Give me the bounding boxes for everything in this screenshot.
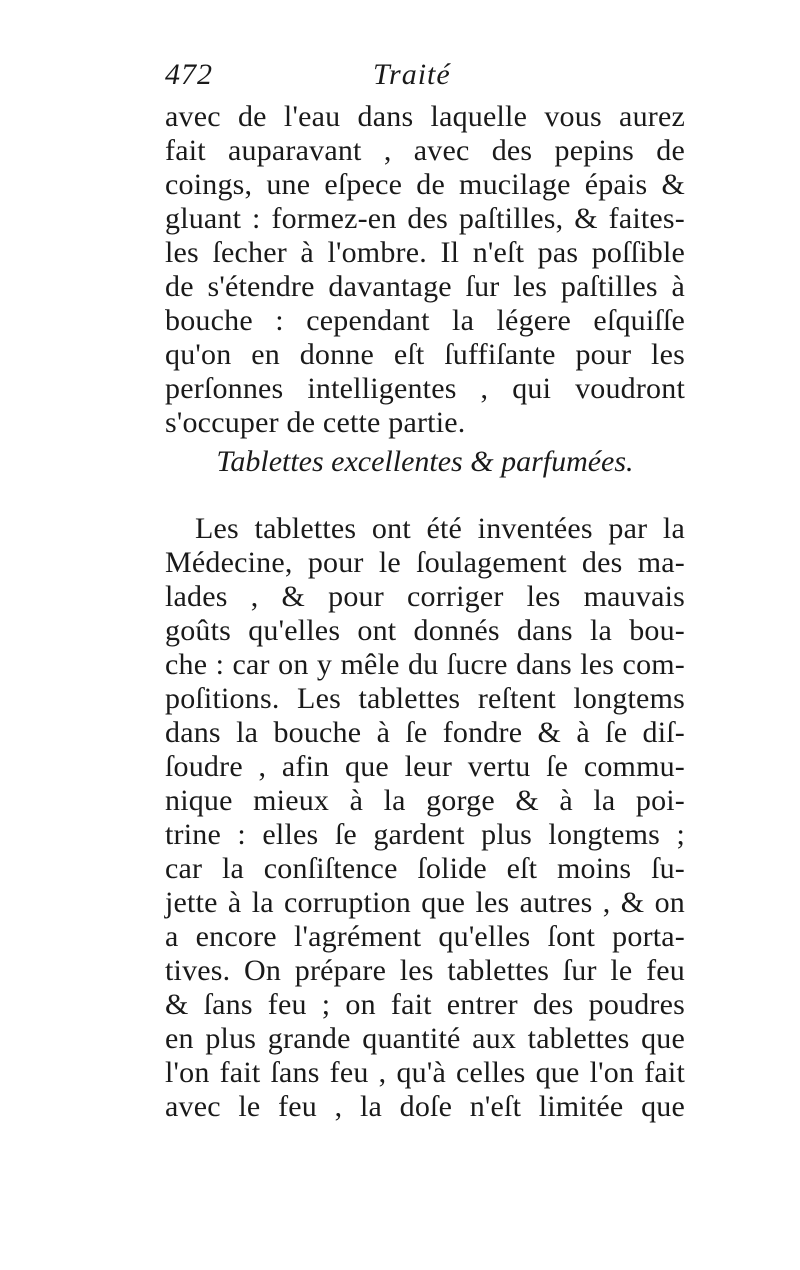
text-line: che : car on y mêle du ſucre dans les com- [165,648,685,681]
text-line: trine : elles ſe gardent plus longtems ; [165,818,685,851]
running-head: Traité [373,58,451,91]
text-line: s'occuper de cette partie. [165,406,466,439]
text-line: avec de l'eau dans laquelle vous aurez [165,100,685,133]
section-heading: Tablettes excellentes & parfumées. [216,445,634,478]
text-line: bouche : cependant la légere eſquiſſe [165,304,685,337]
page-number: 472 [165,58,213,91]
text-line: avec le feu , la doſe n'eſt limitée que [165,1090,685,1123]
text-line: les ſecher à l'ombre. Il n'eſt pas poſſible [165,236,685,269]
text-line: fait auparavant , avec des pepins de [165,134,685,167]
text-line: a encore l'agrément qu'elles ſont porta- [165,920,685,953]
text-line: coings, une eſpece de mucilage épais & [165,168,685,201]
text-line: de s'étendre davantage ſur les paſtilles à [165,270,685,303]
text-line: ſoudre , afin que leur vertu ſe commu- [165,750,685,783]
text-line: l'on fait ſans feu , qu'à celles que l'on fait [165,1056,685,1089]
text-line: lades , & pour corriger les mauvais [165,580,685,613]
text-line: nique mieux à la gorge & à la poi- [165,784,685,817]
text-line: tives. On prépare les tablettes ſur le feu [165,954,685,987]
text-line: poſitions. Les tablettes reſtent longtems [165,682,685,715]
text-line: car la conſiſtence ſolide eſt moins ſu- [165,852,685,885]
text-line: Les tablettes ont été inventées par la [195,512,685,545]
text-line: en plus grande quantité aux tablettes que [165,1022,685,1055]
text-line: goûts qu'elles ont donnés dans la bou- [165,614,685,647]
text-line: qu'on en donne eſt ſuffiſante pour les [165,338,685,371]
text-line: & ſans feu ; on fait entrer des poudres [165,988,685,1021]
text-line: jette à la corruption que les autres , & on [165,886,685,919]
text-line: Médecine, pour le ſoulagement des ma- [165,546,685,579]
text-line: gluant : formez-en des paſtilles, & faites- [165,202,685,235]
text-line: perſonnes intelligentes , qui voudront [165,372,685,405]
text-line: dans la bouche à ſe fondre & à ſe diſ- [165,716,685,749]
page-header [165,58,685,98]
